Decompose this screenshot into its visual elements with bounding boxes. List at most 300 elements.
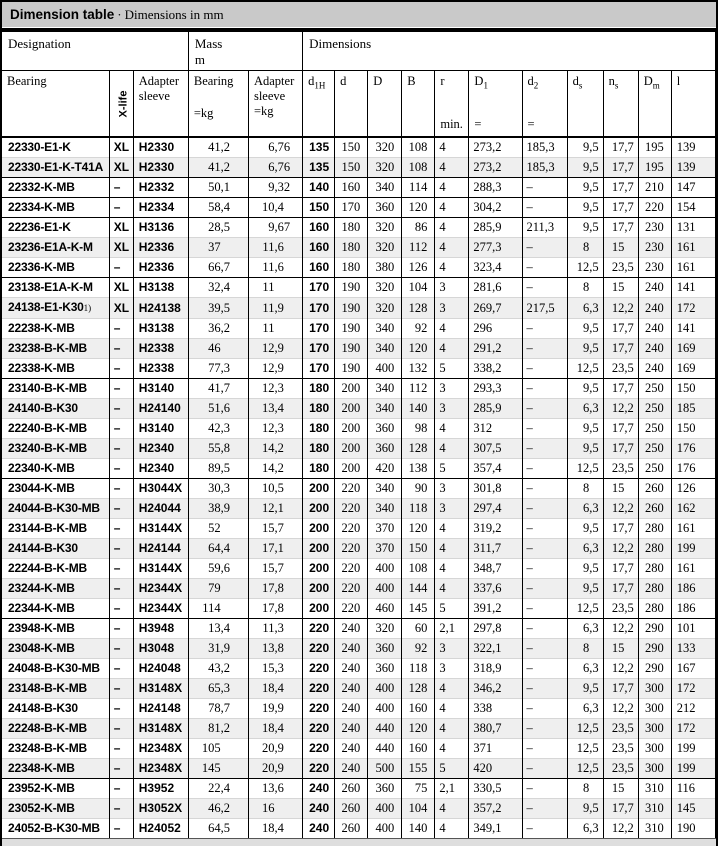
cell-d2: – [522,699,567,719]
cell-massS: 11,9 [248,298,302,319]
cell-d2: – [522,759,567,779]
cell-D: 320 [368,238,402,258]
cell-d: 190 [335,359,368,379]
cell-massB: 50,1 [188,178,248,198]
cell-d1h: 170 [303,359,335,379]
cell-massS: 18,4 [248,679,302,699]
cell-ds: 9,5 [567,178,603,198]
cell-massS: 11,3 [248,619,302,639]
cell-Dm: 260 [638,499,671,519]
cell-ds: 8 [567,639,603,659]
cell-d1h: 220 [303,699,335,719]
cell-d1h: 220 [303,719,335,739]
cell-massB: 42,3 [188,419,248,439]
cell-r: 3 [435,479,469,499]
cell-bearing [2,298,109,319]
bearing-designation: 22332-K-MB [8,180,75,194]
cell-xlife: – [109,779,133,799]
cell-d: 240 [335,739,368,759]
cell-massS: 17,1 [248,539,302,559]
cell-ds: 6,3 [567,819,603,839]
table-row [2,359,716,379]
cell-ns: 17,7 [603,679,638,699]
cell-d1h: 200 [303,519,335,539]
cell-xlife: – [109,599,133,619]
cell-xlife: XL [109,218,133,238]
cell-bearing [2,739,109,759]
title-separator: · [117,7,122,22]
cell-D1: 304,2 [469,198,522,218]
col-header-massB: Bearing =kg [188,71,248,138]
cell-B: 108 [402,137,435,158]
cell-B: 108 [402,559,435,579]
cell-B: 92 [402,319,435,339]
cell-l: 172 [671,679,715,699]
cell-massB: 28,5 [188,218,248,238]
col-header-D: D [368,71,402,138]
cell-ds: 8 [567,278,603,298]
cell-d2: – [522,419,567,439]
col-header-B: B [402,71,435,138]
cell-massB: 32,4 [188,278,248,298]
cell-D: 400 [368,819,402,839]
cell-xlife: – [109,659,133,679]
cell-D: 320 [368,298,402,319]
cell-d2: – [522,399,567,419]
cell-D1: 319,2 [469,519,522,539]
cell-Dm: 310 [638,819,671,839]
cell-d1h: 140 [303,178,335,198]
cell-d1h: 170 [303,278,335,298]
cell-d2: – [522,779,567,799]
cell-B: 98 [402,419,435,439]
bearing-designation: 24044-B-K30-MB [8,501,100,515]
table-row [2,799,716,819]
cell-D1: 323,4 [469,258,522,278]
cell-D1: 307,5 [469,439,522,459]
cell-Dm: 260 [638,479,671,499]
cell-xlife: XL [109,158,133,178]
cell-Dm: 250 [638,399,671,419]
cell-massB: 64,4 [188,539,248,559]
cell-ds: 12,5 [567,599,603,619]
cell-ns: 17,7 [603,198,638,218]
cell-sleeve: H3948 [133,619,188,639]
cell-D1: 318,9 [469,659,522,679]
cell-r: 4 [435,158,469,178]
cell-l: 141 [671,319,715,339]
cell-l: 186 [671,599,715,619]
cell-D1: 330,5 [469,779,522,799]
cell-D1: 269,7 [469,298,522,319]
cell-l: 161 [671,559,715,579]
cell-Dm: 195 [638,137,671,158]
cell-d: 200 [335,399,368,419]
cell-massS: 11 [248,278,302,298]
cell-sleeve: H3144X [133,519,188,539]
cell-B: 120 [402,198,435,218]
cell-massB: 55,8 [188,439,248,459]
cell-d1h: 170 [303,298,335,319]
cell-d1h: 220 [303,739,335,759]
footnote-marker: 1) [83,303,92,313]
cell-massB: 58,4 [188,198,248,218]
cell-d: 220 [335,599,368,619]
cell-d1h: 240 [303,819,335,839]
cell-ds: 9,5 [567,799,603,819]
cell-xlife: – [109,419,133,439]
cell-bearing [2,399,109,419]
cell-ds: 12,5 [567,739,603,759]
cell-ns: 12,2 [603,619,638,639]
cell-B: 92 [402,639,435,659]
cell-massS: 9,67 [248,218,302,238]
cell-sleeve: H2338 [133,359,188,379]
cell-B: 145 [402,599,435,619]
cell-d1h: 135 [303,158,335,178]
cell-massB: 81,2 [188,719,248,739]
cell-ns: 12,2 [603,539,638,559]
cell-B: 150 [402,539,435,559]
cell-B: 160 [402,699,435,719]
table-row [2,399,716,419]
bearing-designation: 23052-K-MB [8,801,75,815]
table-row [2,298,716,319]
cell-B: 140 [402,819,435,839]
cell-r: 5 [435,359,469,379]
cell-d1h: 220 [303,639,335,659]
bearing-designation: 23244-K-MB [8,581,75,595]
cell-massB: 41,2 [188,137,248,158]
col-header-D1: $D_1$ = [469,71,522,138]
cell-r: 4 [435,319,469,339]
cell-l: 185 [671,399,715,419]
cell-B: 114 [402,178,435,198]
cell-d2: – [522,499,567,519]
cell-d2: – [522,799,567,819]
cell-D: 340 [368,178,402,198]
cell-d1h: 135 [303,137,335,158]
cell-B: 75 [402,779,435,799]
table-row [2,699,716,719]
cell-d2: 217,5 [522,298,567,319]
cell-Dm: 280 [638,579,671,599]
cell-sleeve: H2338 [133,339,188,359]
cell-D: 360 [368,779,402,799]
cell-Dm: 240 [638,359,671,379]
cell-ds: 9,5 [567,319,603,339]
cell-massS: 10,5 [248,479,302,499]
cell-D1: 337,6 [469,579,522,599]
cell-ns: 17,7 [603,579,638,599]
cell-d: 240 [335,639,368,659]
bearing-designation: 22330-E1-K-T41A [8,160,104,174]
cell-ns: 23,5 [603,599,638,619]
cell-xlife: – [109,679,133,699]
cell-ds: 9,5 [567,439,603,459]
cell-xlife: – [109,399,133,419]
cell-d1h: 200 [303,479,335,499]
cell-Dm: 250 [638,379,671,399]
cell-d2: – [522,659,567,679]
cell-l: 162 [671,499,715,519]
cell-sleeve: H24144 [133,539,188,559]
cell-d1h: 220 [303,759,335,779]
dimension-table [2,32,716,838]
cell-d1h: 160 [303,258,335,278]
table-row [2,759,716,779]
cell-Dm: 230 [638,218,671,238]
cell-B: 60 [402,619,435,639]
cell-B: 144 [402,579,435,599]
cell-Dm: 195 [638,158,671,178]
group-mass-label: Mass [194,36,223,51]
cell-d2: – [522,238,567,258]
bearing-designation: 24138-E1-K30 [8,300,84,314]
cell-D: 400 [368,579,402,599]
cell-d2: – [522,619,567,639]
col-header-d: d [335,71,368,138]
cell-ds: 9,5 [567,379,603,399]
cell-ds: 6,3 [567,499,603,519]
cell-r: 3 [435,659,469,679]
cell-Dm: 280 [638,519,671,539]
cell-sleeve: H3952 [133,779,188,799]
col-header-r: r min. [435,71,469,138]
cell-d2: – [522,599,567,619]
table-row [2,218,716,238]
cell-massS: 9,32 [248,178,302,198]
cell-d2: – [522,539,567,559]
group-mass [188,32,302,71]
cell-ns: 17,7 [603,218,638,238]
cell-d2: – [522,459,567,479]
cell-ns: 15 [603,278,638,298]
cell-D: 370 [368,539,402,559]
cell-D1: 371 [469,739,522,759]
cell-d1h: 200 [303,599,335,619]
table-row [2,459,716,479]
bearing-designation: 22330-E1-K [8,140,71,154]
cell-bearing [2,679,109,699]
group-header-row [2,32,716,71]
cell-bearing [2,799,109,819]
cell-massB: 79 [188,579,248,599]
cell-massB: 52 [188,519,248,539]
cell-d2: – [522,579,567,599]
cell-d1h: 200 [303,559,335,579]
title-main: Dimension table [10,7,115,22]
cell-B: 112 [402,238,435,258]
cell-xlife: – [109,799,133,819]
cell-r: 3 [435,379,469,399]
cell-D: 320 [368,278,402,298]
group-designation-label: Designation [8,36,71,51]
cell-Dm: 290 [638,659,671,679]
table-row [2,439,716,459]
cell-massS: 20,9 [248,759,302,779]
cell-massB: 36,2 [188,319,248,339]
bearing-designation: 22344-K-MB [8,601,75,615]
cell-B: 112 [402,379,435,399]
cell-Dm: 220 [638,198,671,218]
table-row [2,679,716,699]
cell-r: 4 [435,519,469,539]
cell-D: 440 [368,719,402,739]
cell-massB: 105 [188,739,248,759]
cell-D1: 285,9 [469,218,522,238]
cell-ds: 9,5 [567,339,603,359]
cell-sleeve: H3136 [133,218,188,238]
cell-d1h: 220 [303,679,335,699]
cell-B: 120 [402,339,435,359]
cell-D1: 293,3 [469,379,522,399]
cell-d: 190 [335,339,368,359]
cell-ds: 9,5 [567,579,603,599]
cell-D1: 285,9 [469,399,522,419]
cell-B: 104 [402,278,435,298]
table-row [2,198,716,218]
cell-bearing [2,359,109,379]
cell-r: 4 [435,579,469,599]
cell-d: 220 [335,539,368,559]
cell-ds: 9,5 [567,137,603,158]
cell-bearing [2,439,109,459]
table-row [2,659,716,679]
cell-B: 86 [402,218,435,238]
cell-r: 5 [435,759,469,779]
cell-sleeve: H2344X [133,599,188,619]
cell-ns: 17,7 [603,559,638,579]
cell-D1: 338 [469,699,522,719]
cell-Dm: 240 [638,278,671,298]
cell-bearing [2,759,109,779]
cell-massS: 10,4 [248,198,302,218]
cell-ns: 23,5 [603,459,638,479]
cell-r: 3 [435,278,469,298]
cell-D: 320 [368,218,402,238]
cell-d: 190 [335,319,368,339]
cell-r: 4 [435,419,469,439]
cell-d2: – [522,439,567,459]
col-header-xlife [109,71,133,138]
cell-Dm: 240 [638,339,671,359]
cell-l: 169 [671,339,715,359]
cell-ns: 17,7 [603,339,638,359]
bearing-designation: 24048-B-K30-MB [8,661,100,675]
cell-ds: 9,5 [567,519,603,539]
cell-sleeve: H2330 [133,137,188,158]
cell-sleeve: H3052X [133,799,188,819]
cell-massS: 15,7 [248,559,302,579]
cell-massS: 18,4 [248,719,302,739]
cell-Dm: 250 [638,459,671,479]
cell-xlife: XL [109,137,133,158]
cell-B: 126 [402,258,435,278]
cell-massB: 31,9 [188,639,248,659]
cell-massS: 12,1 [248,499,302,519]
cell-massB: 37 [188,238,248,258]
cell-ds: 9,5 [567,158,603,178]
cell-d: 260 [335,779,368,799]
table-row [2,499,716,519]
cell-r: 4 [435,679,469,699]
cell-Dm: 310 [638,799,671,819]
group-dimensions-label: Dimensions [309,36,372,51]
bearing-designation: 22336-K-MB [8,260,75,274]
cell-massS: 11 [248,319,302,339]
cell-sleeve: H24052 [133,819,188,839]
bearing-designation: 22236-E1-K [8,220,71,234]
cell-ns: 17,7 [603,519,638,539]
cell-xlife: – [109,178,133,198]
cell-r: 4 [435,699,469,719]
bearing-designation: 23238-B-K-MB [8,341,87,355]
col-header-l: l [671,71,715,138]
cell-bearing [2,178,109,198]
cell-xlife: – [109,559,133,579]
cell-d1h: 220 [303,619,335,639]
cell-d2: – [522,319,567,339]
cell-Dm: 280 [638,539,671,559]
cell-ds: 12,5 [567,719,603,739]
cell-D: 460 [368,599,402,619]
cell-ds: 6,3 [567,539,603,559]
cell-massB: 145 [188,759,248,779]
cell-d2: – [522,679,567,699]
bearing-designation: 24148-B-K30 [8,701,78,715]
bearing-designation: 24052-B-K30-MB [8,821,100,835]
cell-D1: 277,3 [469,238,522,258]
cell-bearing [2,278,109,298]
cell-ds: 8 [567,238,603,258]
cell-l: 176 [671,439,715,459]
table-row [2,739,716,759]
cell-sleeve: H3148X [133,679,188,699]
cell-B: 128 [402,439,435,459]
cell-Dm: 300 [638,719,671,739]
cell-B: 120 [402,519,435,539]
cell-r: 4 [435,258,469,278]
cell-ns: 17,7 [603,419,638,439]
cell-l: 186 [671,579,715,599]
cell-massS: 19,9 [248,699,302,719]
cell-sleeve: H2344X [133,579,188,599]
cell-D: 400 [368,679,402,699]
cell-bearing [2,137,109,158]
col-header-Dm: $D_m$ [638,71,671,138]
cell-D1: 420 [469,759,522,779]
cell-l: 172 [671,298,715,319]
cell-B: 128 [402,298,435,319]
cell-d2: – [522,339,567,359]
cell-bearing [2,158,109,178]
cell-massS: 13,8 [248,639,302,659]
cell-D1: 357,4 [469,459,522,479]
cell-xlife: – [109,499,133,519]
cell-D1: 281,6 [469,278,522,298]
cell-sleeve: H3044X [133,479,188,499]
cell-massS: 13,4 [248,399,302,419]
col-header-bearing: Bearing [2,71,109,138]
cell-Dm: 210 [638,178,671,198]
cell-D: 360 [368,439,402,459]
cell-ns: 17,7 [603,137,638,158]
cell-bearing [2,579,109,599]
cell-ns: 12,2 [603,819,638,839]
cell-sleeve: H2336 [133,258,188,278]
cell-sleeve: H2340 [133,459,188,479]
